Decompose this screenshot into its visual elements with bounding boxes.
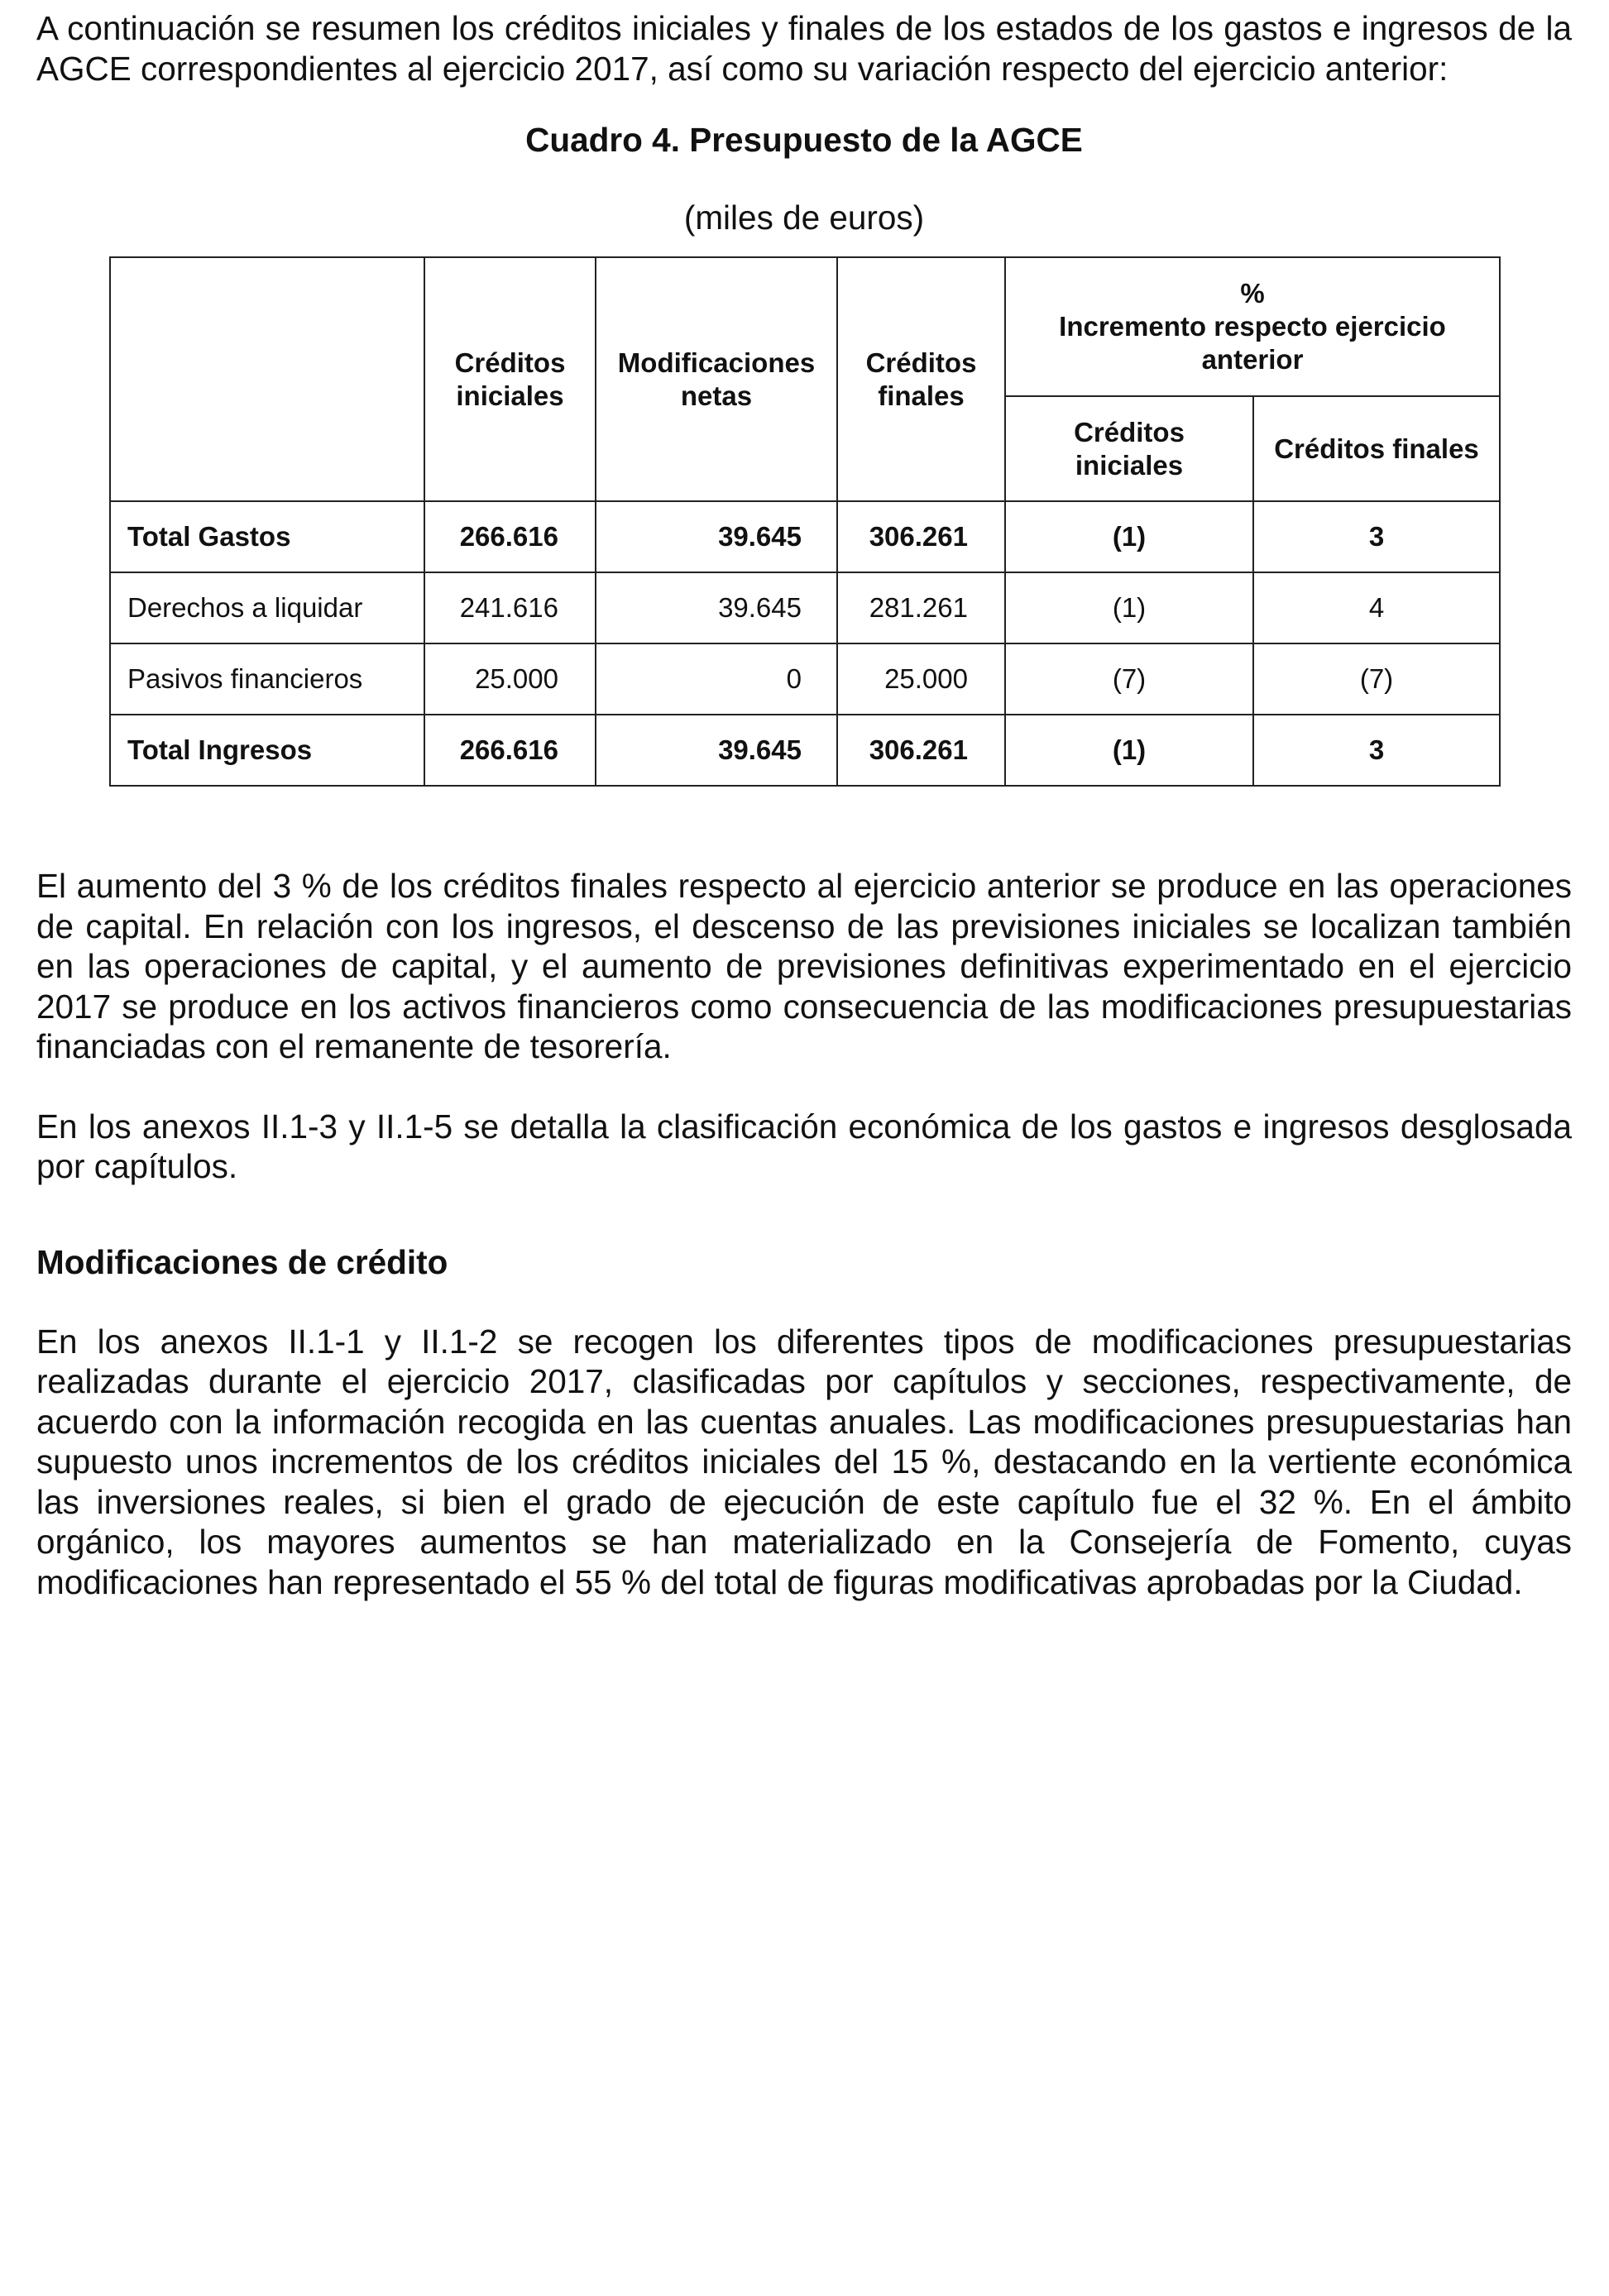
cell-final: 306.261 — [837, 715, 1005, 786]
cell-inc-final: (7) — [1253, 643, 1500, 715]
document-page — [36, 0, 1572, 1602]
row-label: Total Ingresos — [110, 715, 424, 786]
intro-paragraph: A continuación se resumen los créditos iniciales y finales de los estados de los gastos e ingresos de la AGCE correspondientes al ejercicio 2017, así como su variación respecto del ejercicio anterior: — [36, 9, 1572, 88]
cell-inc-final: 3 — [1253, 715, 1500, 786]
table-row — [110, 501, 1500, 572]
cell-final: 306.261 — [837, 501, 1005, 572]
cell-final: 25.000 — [837, 643, 1005, 715]
cell-modifications: 39.645 — [596, 715, 837, 786]
cell-inc-initial: (1) — [1005, 715, 1253, 786]
table-row — [110, 572, 1500, 643]
cell-final: 281.261 — [837, 572, 1005, 643]
row-label: Pasivos financieros — [110, 643, 424, 715]
header-sub-final: Créditos finales — [1253, 396, 1500, 501]
cell-initial: 25.000 — [424, 643, 596, 715]
cell-initial: 241.616 — [424, 572, 596, 643]
header-increase-label: Incremento respecto ejercicio anterior — [1059, 311, 1446, 375]
header-sub-initial: Créditos iniciales — [1005, 396, 1253, 501]
header-final: Créditos finales — [837, 257, 1005, 501]
header-blank — [110, 257, 424, 501]
cell-modifications: 0 — [596, 643, 837, 715]
table-units: (miles de euros) — [683, 199, 925, 237]
header-increase-pct: % — [1240, 278, 1265, 309]
header-increase-group — [1005, 257, 1500, 396]
cell-inc-initial: (7) — [1005, 643, 1253, 715]
header-initial: Créditos iniciales — [424, 257, 596, 501]
table-title: Cuadro 4. Presupuesto de la AGCE — [525, 121, 1083, 159]
section-heading: Modificaciones de crédito — [36, 1242, 448, 1281]
header-modifications: Modificaciones netas — [596, 257, 837, 501]
table-row — [110, 715, 1500, 786]
summary-paragraph: El aumento del 3 % de los créditos finales respecto al ejercicio anterior se produce en las operaciones de capital. En relación con los ingresos, el descenso de las previsiones iniciales se localizan también en las operaciones de capital, y el aumento de previsiones definitivas experimentado en el ejercicio 2017 se produce en los activos financieros como consecuencia de las modificaciones presupuestarias financiadas con el remanente de tesorería. — [36, 867, 1572, 1065]
cell-inc-initial: (1) — [1005, 572, 1253, 643]
budget-table — [109, 256, 1501, 787]
cell-modifications: 39.645 — [596, 572, 837, 643]
cell-modifications: 39.645 — [596, 501, 837, 572]
table-row — [110, 643, 1500, 715]
cell-initial: 266.616 — [424, 715, 596, 786]
cell-inc-initial: (1) — [1005, 501, 1253, 572]
row-label: Derechos a liquidar — [110, 572, 424, 643]
cell-inc-final: 3 — [1253, 501, 1500, 572]
annexes-paragraph: En los anexos II.1-3 y II.1-5 se detalla la clasificación económica de los gastos e ingresos desglosada por capítulos. — [36, 1107, 1572, 1185]
cell-inc-final: 4 — [1253, 572, 1500, 643]
modifications-paragraph: En los anexos II.1-1 y II.1-2 se recogen los diferentes tipos de modificaciones presupuestarias realizadas durante el ejercicio 2017, clasificadas por capítulos y secciones, respectivamente, de acuerdo con la información recogida en las cuentas anuales. Las modificaciones presupuestarias han supuesto unos incrementos de los créditos iniciales del 15 %, destacando en la vertiente económica las inversiones reales, si bien el grado de ejecución de este capítulo fue el 32 %. En el ámbito orgánico, los mayores aumentos se han materializado en la Consejería de Fomento, cuyas modificaciones han representado el 55 % del total de figuras modificativas aprobadas por la Ciudad. — [36, 1322, 1572, 1601]
cell-initial: 266.616 — [424, 501, 596, 572]
row-label: Total Gastos — [110, 501, 424, 572]
